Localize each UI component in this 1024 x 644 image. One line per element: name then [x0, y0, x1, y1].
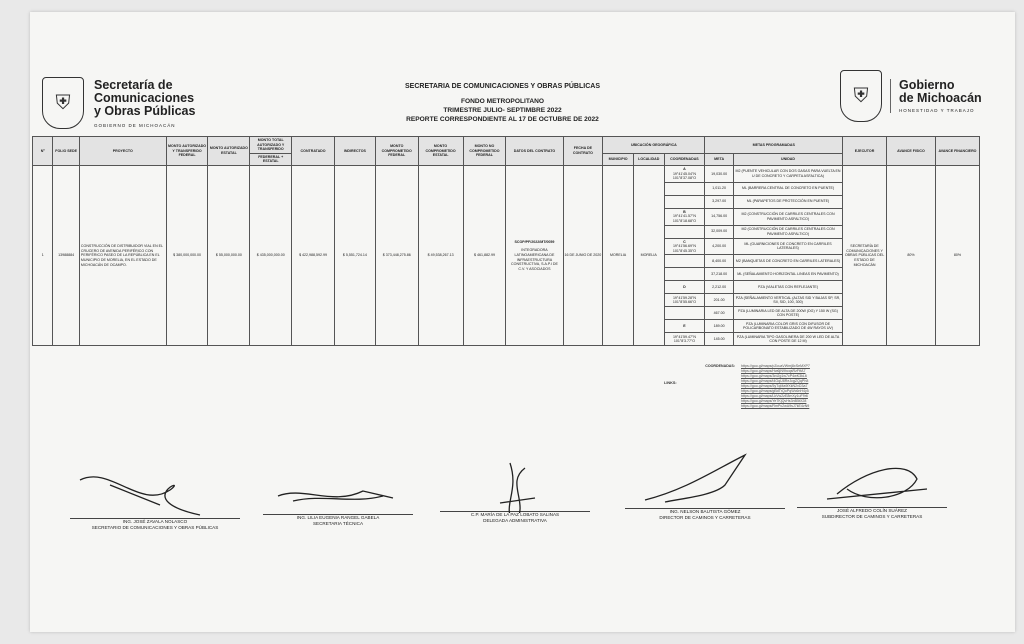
org-name-line3: y Obras Públicas [94, 103, 196, 118]
signer-name: ING. JOSÉ ZAVALA NOLASCO [122, 519, 188, 524]
cell-unidad: PZA (SEÑALAMIENTO VERTICAL (ALTAS SID Y BAJAS SP, SR, SII, SID, 100, 300) [733, 294, 842, 307]
cell-comp-est: $ 49,538,267.13 [418, 165, 463, 345]
col-comp-est: MONTO COMPROMETIDO ESTATAL [418, 137, 463, 166]
cell-coordenada [664, 333, 705, 346]
cell-fecha: 16 DE JUNIO DE 2020 [563, 165, 603, 345]
cell-meta: 467.00 [705, 307, 734, 320]
coordinate-link[interactable]: https://goo.gl/maps/Hw6jN9hcqsRzFtfA7 [741, 369, 806, 373]
cell-coordenada [664, 307, 705, 320]
cell-meta: 189.00 [705, 320, 734, 333]
col-comp-fed: MONTO COMPROMETIDO FEDERAL [375, 137, 418, 166]
cell-meta: 145.00 [705, 333, 734, 346]
col-municipio: MUNICIPIO [603, 153, 634, 165]
col-folio: FOLIO SEDE [53, 137, 80, 166]
cell-indirectos: $ 5,551,724.14 [334, 165, 375, 345]
cell-meta: 2,212.00 [705, 281, 734, 294]
col-proyecto: PROYECTO [79, 137, 166, 166]
map-link[interactable]: https://goo.gl/maps/t4GqU8ReJcgZQqPh8 [741, 379, 809, 383]
title-line3: TRIMESTRE JULIO- SEPTIMBRE 2022 [443, 107, 562, 114]
gov-motto: HONESTIDAD Y TRABAJO [899, 108, 975, 113]
signer-role: SUBDIRECTOR DE CAMINOS Y CARRETERAS [821, 514, 923, 519]
map-link[interactable]: https://goo.gl/maps/Ye7KjQvHs3nB5tX28 [741, 399, 807, 403]
signer-name: C.P. MARÍA DE LA PAZ LOBATO SALINAS [470, 512, 560, 517]
col-avance-fin: AVANCE FINANCIERO [935, 137, 979, 166]
signature-block [263, 514, 413, 527]
cell-meta: 8,400.00 [705, 255, 734, 268]
handwritten-signature [263, 456, 413, 516]
cell-meta: 37,218.00 [705, 268, 734, 281]
cell-meta: 14,756.00 [705, 208, 734, 225]
cell-monto-fed: $ 380,000,000.00 [166, 165, 208, 345]
org-subtitle: GOBIERNO DE MICHOACÁN [94, 122, 176, 128]
col-monto-est: MONTO AUTORIZADO ESTATAL [208, 137, 250, 166]
cell-unidad: M2 (CONSTRUCCIÓN DE CARRILES CENTRALES CON PAVIMENTO ASFALTICO) [733, 225, 842, 238]
meta-letter: A [683, 166, 686, 171]
map-link[interactable]: https://goo.gl/maps/5yTqMa9fXkN2vD3a7 [741, 384, 808, 388]
signer-name: ING. NELSON BAUTISTA GÓMEZ [669, 509, 741, 514]
cell-coordenada [664, 195, 705, 208]
col-localidad: LOCALIDAD [633, 153, 664, 165]
col-ejecutor: EJECUTOR [843, 137, 887, 166]
cell-coordenada [664, 165, 705, 182]
meta-letter: E [683, 324, 686, 329]
cell-proyecto: CONSTRUCCIÓN DE DISTRIBUIDOR VIAL EN EL CRUCERO DE AVENIDA PERIFÉRICO CON PERIFÉRICO PASEO DE LA REPÚBLICA EN EL MUNICIPIO DE MORELIA, EN EL ESTADO DE MICHOACÁN DE OCAMPO. [79, 165, 166, 345]
report-title [330, 82, 675, 124]
cell-avance-fin: 80% [935, 165, 979, 345]
cell-monto-total: $ 435,000,000.00 [250, 165, 292, 345]
signer-role: DELEGADA ADMINISTRATIVA [483, 518, 547, 523]
cell-coordenada [664, 320, 705, 333]
cell-meta: 1,011.20 [705, 182, 734, 195]
cell-coordenada [664, 294, 705, 307]
cell-meta: 201.00 [705, 294, 734, 307]
col-unidad: UNIDAD [733, 153, 842, 165]
signer-role: DIRECTOR DE CAMINOS Y CARRETERAS [659, 515, 751, 520]
cell-unidad: PZA (VIALETAS CON REFLEJANTE) [733, 281, 842, 294]
meta-letter: B [683, 209, 686, 214]
handwritten-signature [440, 453, 590, 513]
cell-datos [506, 165, 563, 345]
gov-name-line2: de Michoacán [899, 91, 982, 105]
col-indirectos: INDIRECTOS [334, 137, 375, 166]
signer-name: JOSÉ ALFREDO COLÍN SUÁREZ [837, 508, 907, 513]
cell-unidad: M2 (PUENTE VEHICULAR CON DOS GASAS PARA VUELTA EN U DE CONCRETO Y CARPETA ASFALTICA) [733, 165, 842, 182]
cell-no-comp: $ 461,882.99 [463, 165, 506, 345]
table-row [33, 165, 980, 182]
cell-meta: 4,200.00 [705, 238, 734, 255]
col-avance-fisico: AVANCE FISICO [886, 137, 935, 166]
cell-coordenada [664, 281, 705, 294]
signer-name: ING. LILIA EUGENIA RANGEL GABELA [296, 515, 380, 520]
signer-role: SECRETARIO DE COMUNICACIONES Y OBRAS PÚBLICAS [91, 525, 219, 530]
gobierno-logo [840, 70, 982, 122]
map-link[interactable]: https://goo.gl/maps/gBdTrQoPqWc6nH4y5 [741, 389, 809, 393]
cell-unidad: ML (BARRERA CENTRAL DE CONCRETO EN PUENTE) [733, 182, 842, 195]
coordinates-links [705, 364, 810, 409]
cell-meta: 32,009.00 [705, 225, 734, 238]
col-datos: DATOS DEL CONTRATO [506, 137, 563, 166]
col-fecha: FECHA DE CONTRATO [563, 137, 603, 166]
contract-number: SCOP/PF/2022/MT/0059 [514, 239, 555, 244]
cell-unidad: ML (PARAPETOS DE PROTECCIÓN EN PUENTE) [733, 195, 842, 208]
org-name-line2: Comunicaciones [94, 90, 195, 105]
cell-monto-est: $ 55,000,000.00 [208, 165, 250, 345]
cell-coordenada [664, 225, 705, 238]
cell-localidad: MORELIA [633, 165, 664, 345]
cell-folio: 13988884 [53, 165, 80, 345]
header-row-1 [33, 137, 980, 154]
cell-comp-fed: $ 373,448,275.86 [375, 165, 418, 345]
cell-unidad: M2 (BANQUETAS DE CONCRETO EN CARRILES LATERALES) [733, 255, 842, 268]
handwritten-signature [70, 460, 240, 520]
contractor-name: INTEGRADORA LATINOAMERICANA DE INFRAESTRUCTURA CONSTRUCTIVA, S.A.P.I DE C.V. Y ASOCIADOS [511, 248, 558, 271]
cell-coordenada [664, 208, 705, 225]
cell-unidad: ML (SEÑALAMIENTO HORIZONTAL LINEAS EN PAVIMENTO) [733, 268, 842, 281]
handwritten-signature [797, 449, 947, 509]
cell-unidad: ML (GUARNICIONES DE CONCRETO EN CARRILES LATERALES) [733, 238, 842, 255]
coordinate-link[interactable]: https://goo.gl/maps/3rdJg1w7cP4wK3kL6 [741, 374, 807, 378]
cell-contratado: $ 422,988,592.99 [292, 165, 335, 345]
cell-coordenada [664, 255, 705, 268]
cell-coordenada [664, 268, 705, 281]
meta-coordinate: 19°41'59.28"N 101°8'55.66"O [672, 295, 697, 305]
org-name-line1: Secretaría de [94, 77, 173, 92]
cell-avance-fisico: 80% [886, 165, 935, 345]
meta-coordinate: 19°41'59.47"N 101°8'3.77"O [672, 334, 696, 344]
title-line1: SECRETARIA DE COMUNICACIONES Y OBRAS PÚBLICAS [405, 83, 600, 90]
report-table [32, 136, 980, 346]
cell-no: 1 [33, 165, 53, 345]
meta-coordinate: 19°41'45.04"N 101°8'37.08"O [672, 171, 697, 181]
cell-unidad: PZA (LUMINARIA COLOR GRIS CON DIFUSOR DE POLICARBONATO ESTABILIZADO DE 4W RAYOS UV) [733, 320, 842, 333]
cell-meta: 19,030.00 [705, 165, 734, 182]
col-monto-total: MONTO TOTAL AUTORIZADO Y TRANSFERIDO [250, 137, 292, 154]
col-ubicacion: UBICACIÓN GEOGRÁFICA [603, 137, 705, 154]
signer-role: SECRETARIA TÉCNICA [312, 521, 364, 526]
coordinate-link[interactable]: https://goo.gl/maps/pZcuaVWmj8xSeMXP7 [741, 364, 810, 368]
state-seal-icon: ⛨ [840, 70, 882, 122]
links-label: LINKS: [664, 381, 677, 385]
col-metas: METAS PROGRAMADAS [705, 137, 843, 154]
col-monto-total-sub: FEDERERAL + ESTATAL [250, 153, 292, 165]
meta-letter: D [683, 285, 686, 290]
col-meta: META [705, 153, 734, 165]
meta-coordinate: 19°41'41.57"N 101°8'18.68"O [672, 214, 697, 223]
map-link[interactable]: https://goo.gl/maps/RmPc2wA9sJ7kE4vN9 [741, 404, 810, 408]
cell-ejecutor: SECRETARÍA DE COMUNICACIONES Y OBRAS PÚBLICAS DEL ESTADO DE MICHOACÁN [843, 165, 887, 345]
scop-logo [42, 77, 195, 129]
cell-meta: 3,297.00 [705, 195, 734, 208]
coordinates-label: COORDENADAS: [705, 364, 735, 368]
cell-coordenada [664, 182, 705, 195]
title-line2: FONDO METROPOLITANO [460, 98, 545, 105]
signature-block [70, 518, 240, 531]
cell-unidad: PZA (LUMINARIA TIPO GASOLINERA DE 200 W LED DE ALTA CON POSTE DE 12 M) [733, 333, 842, 346]
signature-block [440, 511, 590, 524]
col-no: Nº [33, 137, 53, 166]
meta-coordinate: 19°41'56.69"N 101°8'45.35"O [672, 244, 697, 253]
handwritten-signature [625, 450, 785, 510]
col-no-comp: MONTO NO COMPROMETIDO FEDERAL [463, 137, 506, 166]
title-line4: REPORTE CORRESPONDIENTE AL 17 DE OCTUBRE DE 2022 [406, 116, 599, 123]
cell-unidad: M2 (CONSTRUCCIÓN DE CARRILES CENTRALES CON PAVIMENTO ASFALTICO) [733, 208, 842, 225]
col-coordenadas: COORDENADAS [664, 153, 705, 165]
col-contratado: CONTRATADO [292, 137, 335, 166]
state-seal-icon: ⛨ [42, 77, 84, 129]
gov-name-line1: Gobierno [899, 78, 955, 92]
meta-letter: C [683, 239, 686, 244]
signature-block [625, 508, 785, 521]
cell-coordenada [664, 238, 705, 255]
signature-block [797, 507, 947, 520]
cell-unidad: PZA (LUMINARIA LED DE ALTA DE 200W (DG) Y 150 W (SG) CON POSTE) [733, 307, 842, 320]
map-link[interactable]: https://goo.gl/maps/LkVw2zE8mXy1uF9r6 [741, 394, 808, 398]
col-monto-fed: MONTO AUTORIZADO Y TRANSFERIDO FEDERAL [166, 137, 208, 166]
cell-municipio: MORELIA [603, 165, 634, 345]
